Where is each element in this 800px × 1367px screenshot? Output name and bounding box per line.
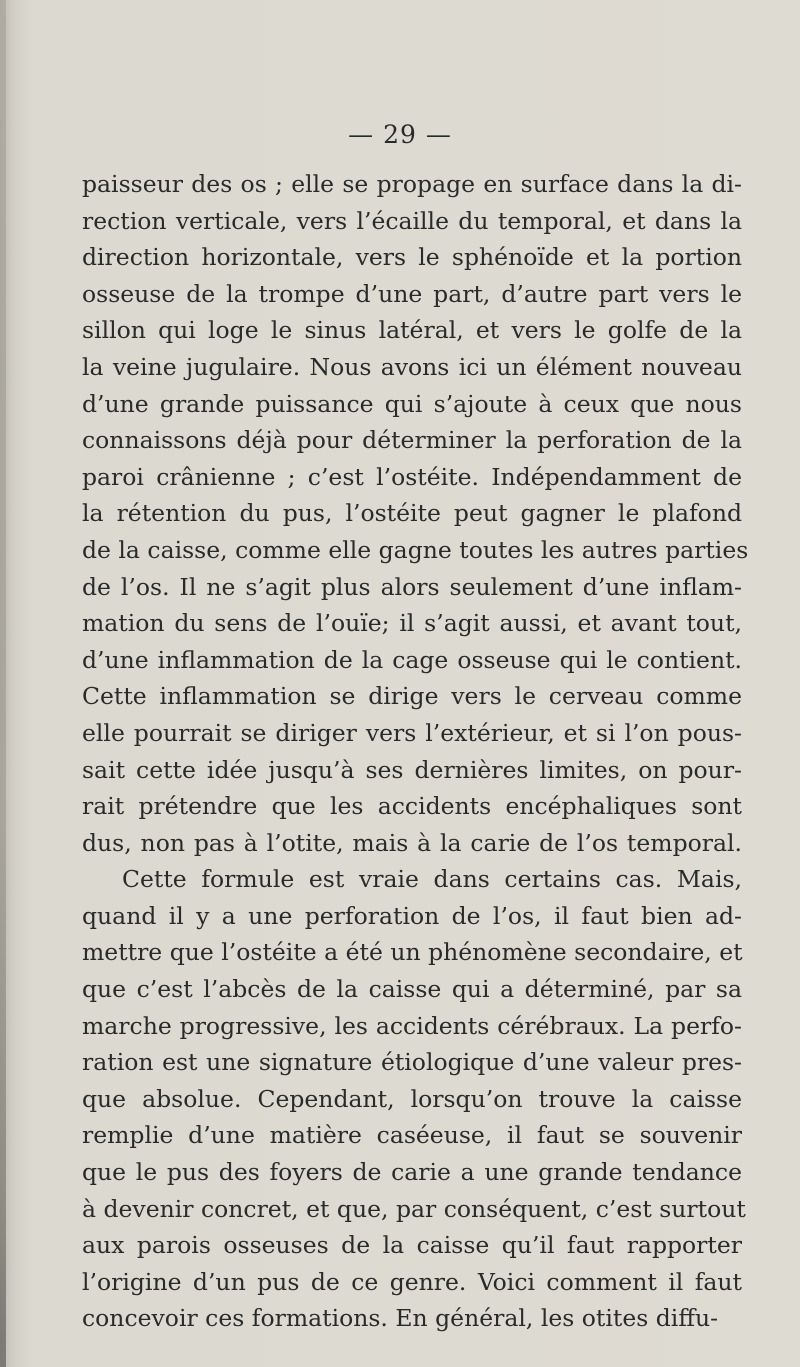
- text-line: la veine jugulaire. Nous avons ici un élément nouveau: [82, 352, 742, 381]
- text-line: paisseur des os ; elle se propage en surface dans la di-: [82, 170, 742, 198]
- text-line: de la caisse, comme elle gagne toutes les autres parties: [82, 535, 749, 564]
- text-line: direction horizontale, vers le sphénoïde et la portion: [82, 243, 742, 272]
- text-line: Cette formule est vraie dans certains cas. Mais,: [122, 865, 742, 894]
- text-line: remplie d’une matière caséeuse, il faut se souvenir: [82, 1121, 742, 1150]
- text-line: l’origine d’un pus de ce genre. Voici comment il faut: [82, 1267, 742, 1296]
- text-line: elle pourrait se diriger vers l’extérieur, et si l’on pous-: [82, 718, 742, 747]
- text-line: la rétention du pus, l’ostéite peut gagner le plafond: [82, 499, 742, 528]
- text-line: sait cette idée jusqu’à ses dernières limites, on pour-: [82, 755, 742, 784]
- text-line: connaissons déjà pour déterminer la perforation de la: [82, 426, 742, 455]
- text-line: rection verticale, vers l’écaille du temporal, et dans la: [82, 206, 742, 235]
- text-line: Cette inflammation se dirige vers le cerveau comme: [82, 682, 742, 711]
- text-line: que le pus des foyers de carie a une grande tendance: [82, 1158, 742, 1187]
- text-line: marche progressive, les accidents cérébraux. La perfo-: [82, 1011, 742, 1040]
- text-line: quand il y a une perforation de l’os, il faut bien ad-: [82, 901, 742, 930]
- text-line: d’une grande puissance qui s’ajoute à ceux que nous: [82, 389, 742, 418]
- text-line: paroi crânienne ; c’est l’ostéite. Indépendamment de: [82, 462, 742, 491]
- text-line: concevoir ces formations. En général, les otites diffu-: [82, 1304, 719, 1333]
- text-line: d’une inflammation de la cage osseuse qui le contient.: [82, 645, 742, 674]
- text-line: osseuse de la trompe d’une part, d’autre part vers le: [82, 279, 742, 308]
- text-line: mation du sens de l’ouïe; il s’agit aussi, et avant tout,: [82, 609, 742, 638]
- text-line: mettre que l’ostéite a été un phénomène secondaire, et: [82, 938, 743, 967]
- text-line: aux parois osseuses de la caisse qu’il faut rapporter: [82, 1231, 742, 1260]
- text-line: ration est une signature étiologique d’une valeur pres-: [82, 1048, 742, 1077]
- text-line: sillon qui loge le sinus latéral, et vers le golfe de la: [82, 316, 742, 345]
- text-line: que c’est l’abcès de la caisse qui a déterminé, par sa: [82, 975, 742, 1004]
- text-line: rait prétendre que les accidents encéphaliques sont: [82, 792, 742, 821]
- text-line: que absolue. Cependant, lorsqu’on trouve la caisse: [82, 1084, 742, 1113]
- text-line: dus, non pas à l’otite, mais à la carie de l’os temporal.: [82, 828, 742, 857]
- page-edge-shadow: [0, 0, 6, 1367]
- body-text: [82, 166, 749, 1337]
- text-line: de l’os. Il ne s’agit plus alors seulement d’une inflam-: [82, 572, 742, 601]
- page-number: — 29 —: [348, 120, 452, 149]
- text-line: à devenir concret, et que, par conséquent, c’est surtout: [82, 1194, 746, 1223]
